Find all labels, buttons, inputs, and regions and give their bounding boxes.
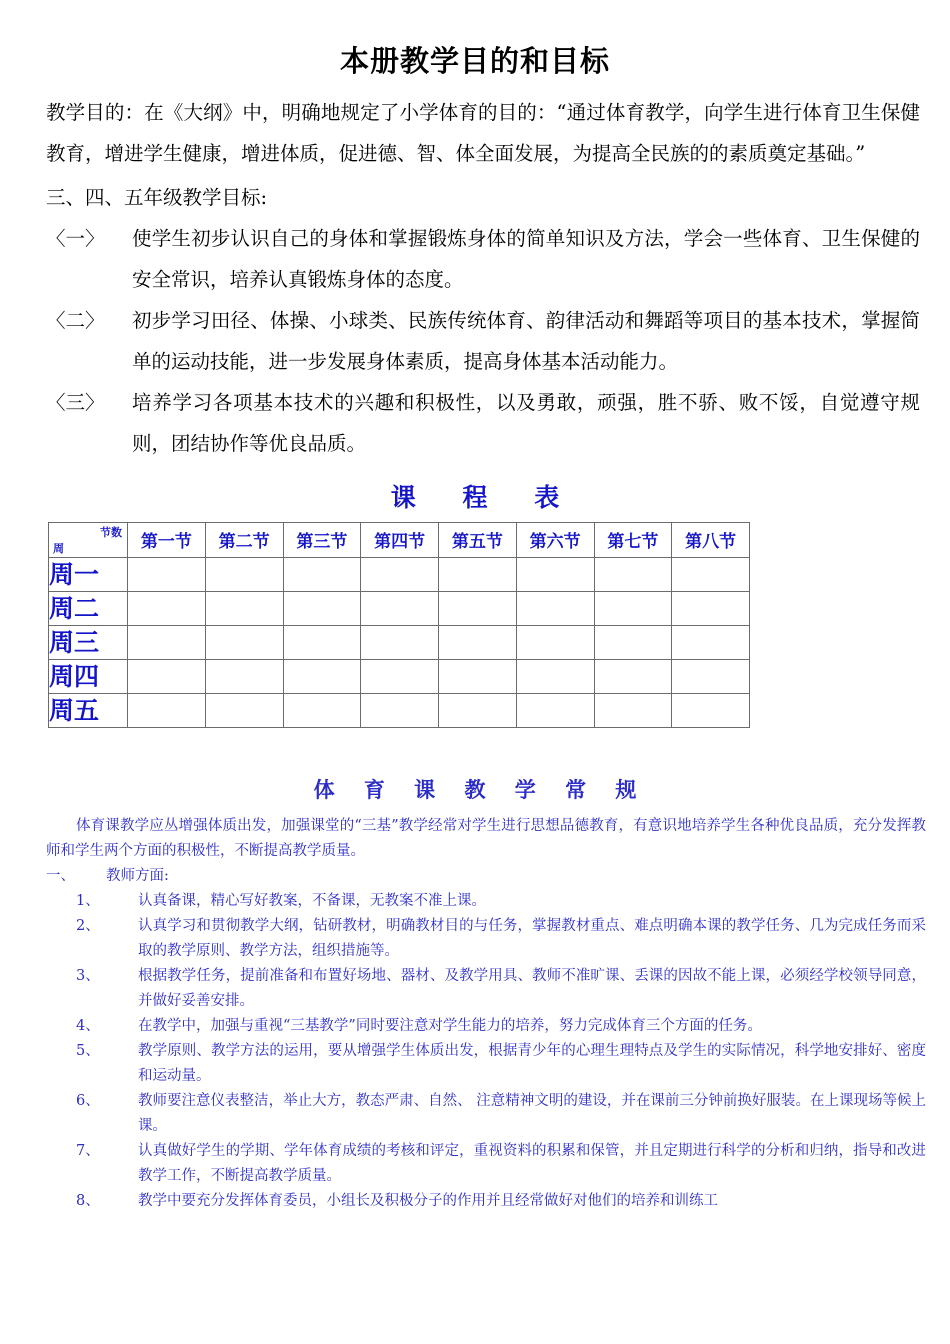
teaching-purpose-paragraph: 教学目的：在《大纲》中，明确地规定了小学体育的目的：“通过体育教学，向学生进行体育卫生保健教育，增进学生健康，增进体质，促进德、智、体全面发展，为提高全民族的的素质奠定基础。” bbox=[46, 100, 920, 165]
class-schedule-table bbox=[48, 522, 750, 728]
table-row bbox=[49, 557, 750, 591]
schedule-cell[interactable] bbox=[439, 693, 517, 727]
period-header-4: 第四节 bbox=[361, 522, 439, 557]
list-item-marker: 8、 bbox=[76, 1192, 100, 1209]
schedule-cell[interactable] bbox=[672, 693, 750, 727]
schedule-cell[interactable] bbox=[128, 693, 206, 727]
list-item-text: 认真学习和贯彻教学大纲，钻研教材，明确教材目的与任务，掌握教材重点、难点明确本课的教学任务、几为完成任务而采取的教学原则、教学方法，组织措施等。 bbox=[138, 917, 926, 959]
period-header-1: 第一节 bbox=[128, 522, 206, 557]
schedule-cell[interactable] bbox=[283, 693, 361, 727]
schedule-cell[interactable] bbox=[128, 659, 206, 693]
list-item bbox=[0, 1189, 950, 1214]
schedule-cell[interactable] bbox=[594, 659, 672, 693]
schedule-cell[interactable] bbox=[205, 557, 283, 591]
goal-marker: 〈三〉 bbox=[46, 390, 105, 414]
list-item bbox=[0, 964, 950, 1014]
list-item-marker: 5、 bbox=[76, 1042, 100, 1059]
list-item-text: 在教学中，加强与重视“三基教学”同时要注意对学生能力的培养，努力完成体育三个方面的任务。 bbox=[138, 1017, 762, 1034]
schedule-cell[interactable] bbox=[594, 625, 672, 659]
routine-section-marker: 一、 bbox=[46, 867, 75, 884]
schedule-cell[interactable] bbox=[205, 591, 283, 625]
schedule-cell[interactable] bbox=[283, 591, 361, 625]
goal-item bbox=[0, 382, 950, 464]
schedule-cell[interactable] bbox=[516, 659, 594, 693]
list-item-text: 教学原则、教学方法的运用，要从增强学生体质出发，根据青少年的心理生理特点及学生的实际情况，科学地安排好、密度和运动量。 bbox=[138, 1042, 926, 1084]
list-item bbox=[0, 1089, 950, 1139]
schedule-table-body bbox=[49, 557, 750, 727]
page-title: 本册教学目的和目标 bbox=[339, 44, 610, 78]
schedule-cell[interactable] bbox=[594, 591, 672, 625]
corner-cell-inner bbox=[49, 523, 127, 557]
schedule-cell[interactable] bbox=[594, 557, 672, 591]
schedule-cell[interactable] bbox=[283, 557, 361, 591]
schedule-cell[interactable] bbox=[672, 591, 750, 625]
goal-marker: 〈一〉 bbox=[46, 226, 105, 250]
goal-item bbox=[0, 300, 950, 382]
list-item bbox=[0, 914, 950, 964]
list-item bbox=[0, 1014, 950, 1039]
schedule-cell[interactable] bbox=[361, 591, 439, 625]
schedule-cell[interactable] bbox=[439, 557, 517, 591]
schedule-cell[interactable] bbox=[283, 625, 361, 659]
period-header-3: 第三节 bbox=[283, 522, 361, 557]
schedule-cell[interactable] bbox=[672, 557, 750, 591]
schedule-cell[interactable] bbox=[205, 625, 283, 659]
schedule-cell[interactable] bbox=[128, 625, 206, 659]
period-header-5: 第五节 bbox=[439, 522, 517, 557]
schedule-cell[interactable] bbox=[128, 557, 206, 591]
schedule-cell[interactable] bbox=[516, 591, 594, 625]
schedule-cell[interactable] bbox=[361, 659, 439, 693]
schedule-table-wrapper bbox=[0, 522, 950, 728]
table-row bbox=[49, 625, 750, 659]
goal-item bbox=[0, 218, 950, 300]
schedule-cell[interactable] bbox=[516, 625, 594, 659]
day-label-friday: 周五 bbox=[49, 693, 128, 727]
table-header-row bbox=[49, 522, 750, 557]
list-item-text: 认真备课，精心写好教案，不备课，无教案不准上课。 bbox=[138, 892, 486, 909]
goal-text: 初步学习田径、体操、小球类、民族传统体育、韵律活动和舞蹈等项目的基本技术，掌握简单的运动技能，进一步发展身体素质，提高身体基本活动能力。 bbox=[132, 308, 920, 373]
schedule-cell[interactable] bbox=[361, 625, 439, 659]
schedule-cell[interactable] bbox=[439, 659, 517, 693]
grade-goals-heading: 三、四、五年级教学目标: bbox=[46, 185, 268, 209]
list-item-marker: 4、 bbox=[76, 1017, 100, 1034]
schedule-cell[interactable] bbox=[283, 659, 361, 693]
routine-section-heading: 体 育 课 教 学 常 规 bbox=[313, 776, 648, 802]
schedule-cell[interactable] bbox=[361, 557, 439, 591]
schedule-cell[interactable] bbox=[594, 693, 672, 727]
goal-text: 培养学习各项基本技术的兴趣和积极性，以及勇敢，顽强，胜不骄、败不馁，自觉遵守规则，团结协作等优良品质。 bbox=[132, 390, 920, 455]
schedule-cell[interactable] bbox=[672, 625, 750, 659]
list-item-marker: 7、 bbox=[76, 1142, 100, 1159]
goal-marker: 〈二〉 bbox=[46, 308, 105, 332]
schedule-cell[interactable] bbox=[361, 693, 439, 727]
schedule-corner-cell bbox=[49, 522, 128, 557]
schedule-cell[interactable] bbox=[205, 659, 283, 693]
schedule-cell[interactable] bbox=[672, 659, 750, 693]
goal-text: 使学生初步认识自己的身体和掌握锻炼身体的简单知识及方法，学会一些体育、卫生保健的安全常识，培养认真锻炼身体的态度。 bbox=[132, 226, 920, 291]
list-item-text: 根据教学任务，提前准备和布置好场地、器材、及教学用具、教师不准旷课、丢课的因故不能上课，必须经学校领导同意，并做好妥善安排。 bbox=[138, 967, 926, 1009]
period-header-6: 第六节 bbox=[516, 522, 594, 557]
list-item-marker: 6、 bbox=[76, 1092, 100, 1109]
list-item bbox=[0, 1139, 950, 1189]
schedule-cell[interactable] bbox=[516, 557, 594, 591]
day-label-tuesday: 周二 bbox=[49, 591, 128, 625]
routine-section-one bbox=[0, 864, 950, 889]
period-header-2: 第二节 bbox=[205, 522, 283, 557]
schedule-cell[interactable] bbox=[439, 591, 517, 625]
table-row bbox=[49, 693, 750, 727]
corner-period-label: 节数 bbox=[100, 525, 122, 539]
schedule-cell[interactable] bbox=[516, 693, 594, 727]
list-item-text: 教学中要充分发挥体育委员，小组长及积极分子的作用并且经常做好对他们的培养和训练工 bbox=[138, 1192, 718, 1209]
period-header-7: 第七节 bbox=[594, 522, 672, 557]
list-item bbox=[0, 889, 950, 914]
day-label-monday: 周一 bbox=[49, 557, 128, 591]
list-item bbox=[0, 1039, 950, 1089]
day-label-thursday: 周四 bbox=[49, 659, 128, 693]
day-label-wednesday: 周三 bbox=[49, 625, 128, 659]
period-header-8: 第八节 bbox=[672, 522, 750, 557]
list-item-marker: 1、 bbox=[76, 892, 100, 909]
list-item-marker: 2、 bbox=[76, 917, 100, 934]
schedule-cell[interactable] bbox=[439, 625, 517, 659]
list-item-text: 教师要注意仪表整洁，举止大方，教态严肃、自然、 注意精神文明的建设，并在课前三分钟前换好服装。在上课现场等候上课。 bbox=[138, 1092, 926, 1134]
list-item-marker: 3、 bbox=[76, 967, 100, 984]
corner-week-label: 周 bbox=[53, 541, 64, 555]
schedule-cell[interactable] bbox=[128, 591, 206, 625]
routine-intro-paragraph: 体育课教学应丛增强体质出发，加强课堂的“三基”教学经常对学生进行思想品德教育，有意识地培养学生各种优良品质，充分发挥教师和学生两个方面的积极性，不断提高教学质量。 bbox=[46, 817, 926, 859]
schedule-heading: 课 程 表 bbox=[390, 482, 579, 512]
table-row bbox=[49, 591, 750, 625]
table-row bbox=[49, 659, 750, 693]
schedule-table-head bbox=[49, 522, 750, 557]
list-item-text: 认真做好学生的学期、学年体育成绩的考核和评定，重视资料的积累和保管，并且定期进行科学的分析和归纳，指导和改进教学工作，不断提高教学质量。 bbox=[138, 1142, 926, 1184]
routine-section-label: 教师方面: bbox=[106, 867, 169, 884]
schedule-cell[interactable] bbox=[205, 693, 283, 727]
